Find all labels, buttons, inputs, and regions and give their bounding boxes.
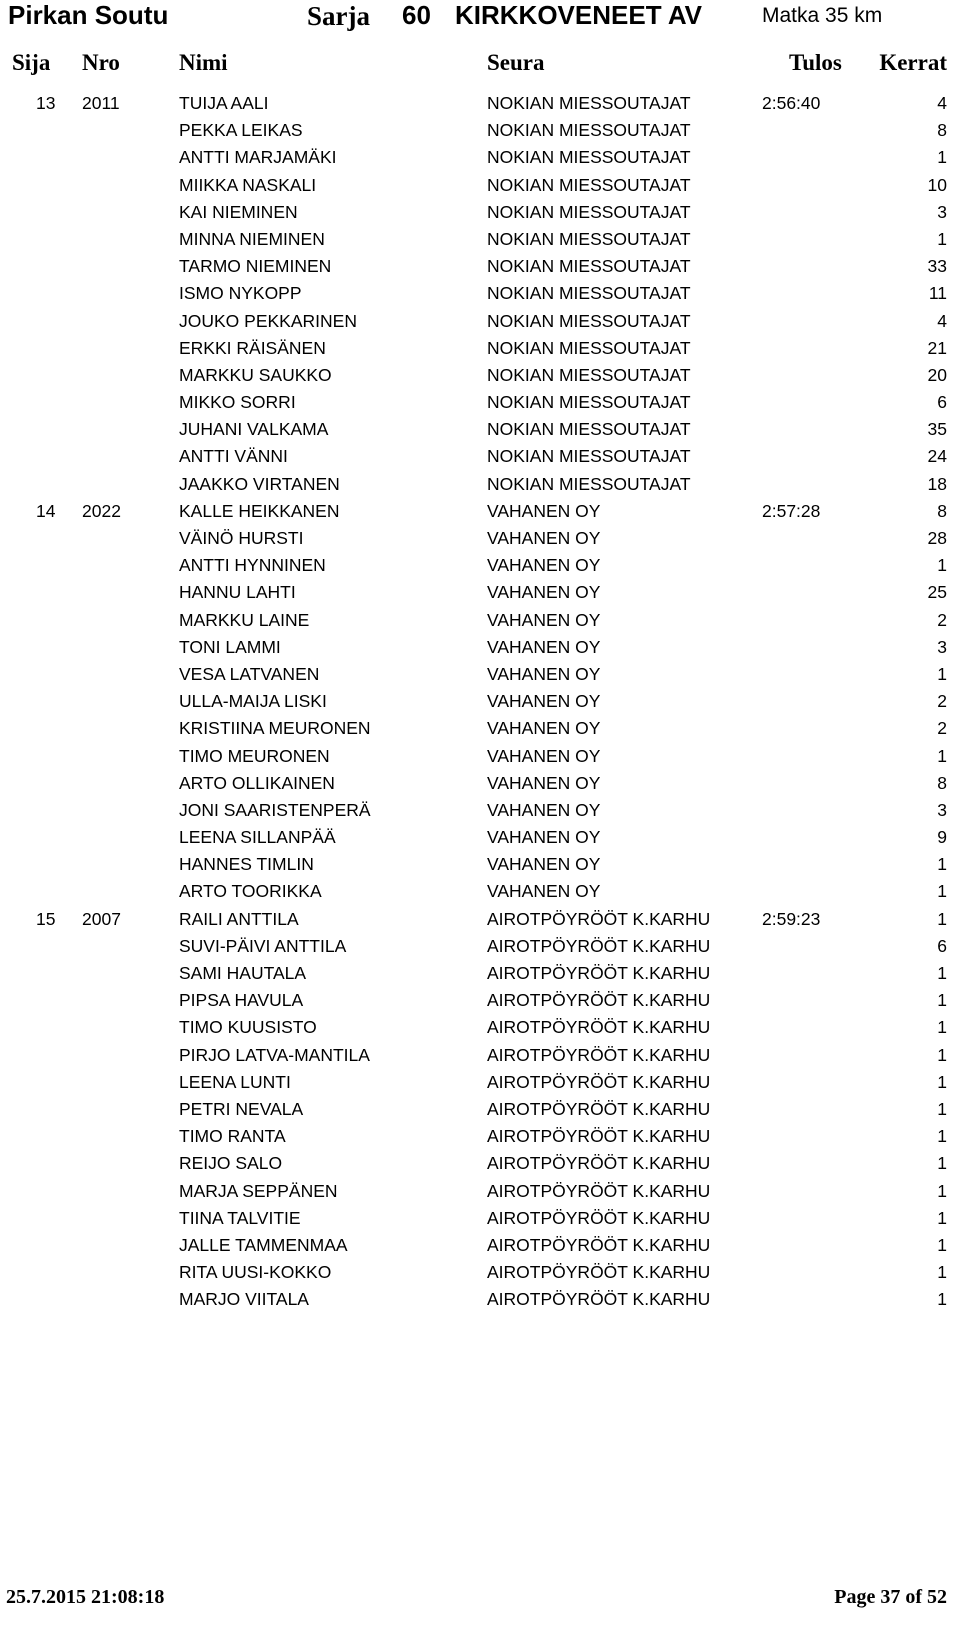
table-row bbox=[0, 960, 960, 987]
column-header-nimi: Nimi bbox=[179, 50, 228, 75]
cell-seura: VAHANEN OY bbox=[487, 772, 601, 793]
table-row bbox=[0, 933, 960, 960]
table-row bbox=[0, 280, 960, 307]
cell-kerrat: 1 bbox=[937, 1071, 947, 1092]
cell-kerrat: 1 bbox=[937, 854, 947, 875]
cell-kerrat: 1 bbox=[937, 147, 947, 168]
cell-kerrat: 1 bbox=[937, 1153, 947, 1174]
cell-seura: AIROTPÖYRÖÖT K.KARHU bbox=[487, 1017, 711, 1038]
cell-seura: AIROTPÖYRÖÖT K.KARHU bbox=[487, 908, 711, 929]
cell-nimi: TUIJA AALI bbox=[179, 93, 269, 113]
table-row bbox=[0, 443, 960, 470]
cell-nimi: TIMO RANTA bbox=[179, 1126, 286, 1147]
table-row bbox=[0, 1259, 960, 1286]
table-row bbox=[0, 1069, 960, 1096]
cell-kerrat: 1 bbox=[937, 990, 947, 1011]
cell-kerrat: 1 bbox=[937, 1098, 947, 1119]
cell-nimi: ERKKI RÄISÄNEN bbox=[179, 337, 326, 358]
cell-seura: VAHANEN OY bbox=[487, 500, 601, 521]
cell-kerrat: 20 bbox=[927, 364, 947, 385]
cell-seura: AIROTPÖYRÖÖT K.KARHU bbox=[487, 1126, 711, 1147]
cell-seura: AIROTPÖYRÖÖT K.KARHU bbox=[487, 935, 711, 956]
table-row bbox=[0, 1205, 960, 1232]
table-row bbox=[0, 471, 960, 498]
table-row bbox=[0, 416, 960, 443]
cell-seura: VAHANEN OY bbox=[487, 636, 601, 657]
cell-nimi: MARJA SEPPÄNEN bbox=[179, 1180, 338, 1201]
table-row bbox=[0, 144, 960, 171]
table-row bbox=[0, 1232, 960, 1259]
column-header-tulos: Tulos bbox=[789, 50, 842, 75]
cell-seura: VAHANEN OY bbox=[487, 691, 601, 712]
cell-kerrat: 10 bbox=[927, 174, 947, 195]
cell-nimi: JALLE TAMMENMAA bbox=[179, 1234, 348, 1255]
cell-seura: AIROTPÖYRÖÖT K.KARHU bbox=[487, 963, 711, 983]
table-row bbox=[0, 253, 960, 280]
cell-seura: VAHANEN OY bbox=[487, 555, 601, 576]
cell-nimi: KALLE HEIKKANEN bbox=[179, 500, 340, 521]
cell-nimi: SAMI HAUTALA bbox=[179, 963, 307, 983]
table-row bbox=[0, 552, 960, 579]
cell-kerrat: 4 bbox=[937, 310, 947, 331]
print-timestamp: 25.7.2015 21:08:18 bbox=[6, 1586, 165, 1608]
cell-kerrat: 3 bbox=[937, 201, 947, 222]
cell-nimi: KAI NIEMINEN bbox=[179, 201, 298, 222]
table-row bbox=[0, 1123, 960, 1150]
table-row bbox=[0, 987, 960, 1014]
cell-nimi: MARJO VIITALA bbox=[179, 1289, 309, 1310]
cell-seura: VAHANEN OY bbox=[487, 718, 601, 739]
cell-nimi: TARMO NIEMINEN bbox=[179, 256, 332, 277]
table-row bbox=[0, 226, 960, 253]
cell-nimi: REIJO SALO bbox=[179, 1153, 283, 1174]
cell-kerrat: 24 bbox=[927, 446, 947, 467]
table-row bbox=[0, 335, 960, 362]
cell-seura: VAHANEN OY bbox=[487, 799, 601, 820]
cell-kerrat: 8 bbox=[937, 120, 947, 141]
cell-kerrat: 1 bbox=[937, 1017, 947, 1038]
cell-nimi: VESA LATVANEN bbox=[179, 663, 320, 684]
cell-nimi: ANTTI MARJAMÄKI bbox=[179, 147, 337, 168]
cell-nimi: ISMO NYKOPP bbox=[179, 283, 302, 304]
cell-kerrat: 4 bbox=[937, 93, 947, 113]
cell-seura: VAHANEN OY bbox=[487, 609, 601, 630]
cell-kerrat: 6 bbox=[937, 935, 947, 956]
cell-kerrat: 1 bbox=[937, 881, 947, 902]
cell-nro: 2007 bbox=[82, 908, 121, 929]
cell-seura: VAHANEN OY bbox=[487, 582, 601, 603]
table-row bbox=[0, 607, 960, 634]
cell-nimi: MARKKU LAINE bbox=[179, 609, 310, 630]
cell-seura: AIROTPÖYRÖÖT K.KARHU bbox=[487, 1262, 711, 1283]
cell-kerrat: 21 bbox=[927, 337, 947, 358]
cell-seura: NOKIAN MIESSOUTAJAT bbox=[487, 174, 691, 195]
cell-kerrat: 1 bbox=[937, 963, 947, 983]
table-row bbox=[0, 90, 960, 117]
cell-kerrat: 1 bbox=[937, 1234, 947, 1255]
table-row bbox=[0, 743, 960, 770]
table-row bbox=[0, 1014, 960, 1041]
cell-kerrat: 2 bbox=[937, 691, 947, 712]
table-row bbox=[0, 579, 960, 606]
cell-seura: VAHANEN OY bbox=[487, 528, 601, 548]
cell-kerrat: 8 bbox=[937, 772, 947, 793]
column-header-seura: Seura bbox=[487, 50, 545, 75]
cell-kerrat: 3 bbox=[937, 799, 947, 820]
table-row bbox=[0, 1096, 960, 1123]
column-header-kerrat: Kerrat bbox=[879, 50, 947, 75]
table-row bbox=[0, 308, 960, 335]
cell-nimi: JONI SAARISTENPERÄ bbox=[179, 799, 371, 820]
cell-seura: NOKIAN MIESSOUTAJAT bbox=[487, 283, 691, 304]
cell-nimi: HANNU LAHTI bbox=[179, 582, 296, 603]
cell-nro: 2022 bbox=[82, 500, 121, 521]
cell-nimi: KRISTIINA MEURONEN bbox=[179, 718, 371, 739]
cell-kerrat: 1 bbox=[937, 1207, 947, 1228]
cell-nimi: ARTO TOORIKKA bbox=[179, 881, 322, 902]
cell-seura: VAHANEN OY bbox=[487, 854, 601, 875]
table-row bbox=[0, 824, 960, 851]
page-footer bbox=[0, 1586, 960, 1616]
table-row bbox=[0, 1286, 960, 1313]
cell-nimi: MIIKKA NASKALI bbox=[179, 174, 317, 195]
event-title: Pirkan Soutu bbox=[8, 0, 169, 30]
cell-nimi: ARTO OLLIKAINEN bbox=[179, 772, 335, 793]
cell-sija: 13 bbox=[36, 93, 56, 113]
column-header-nro: Nro bbox=[82, 50, 120, 75]
cell-nimi: HANNES TIMLIN bbox=[179, 854, 314, 875]
cell-seura: NOKIAN MIESSOUTAJAT bbox=[487, 256, 691, 277]
table-row bbox=[0, 117, 960, 144]
cell-seura: NOKIAN MIESSOUTAJAT bbox=[487, 93, 691, 113]
cell-kerrat: 18 bbox=[927, 473, 947, 494]
cell-nimi: MIKKO SORRI bbox=[179, 392, 296, 413]
cell-kerrat: 2 bbox=[937, 718, 947, 739]
table-row bbox=[0, 199, 960, 226]
cell-nimi: JOUKO PEKKARINEN bbox=[179, 310, 357, 331]
cell-kerrat: 1 bbox=[937, 908, 947, 929]
cell-nimi: JAAKKO VIRTANEN bbox=[179, 473, 340, 494]
cell-nimi: VÄINÖ HURSTI bbox=[179, 528, 304, 548]
table-row bbox=[0, 172, 960, 199]
cell-seura: VAHANEN OY bbox=[487, 663, 601, 684]
cell-nimi: TIINA TALVITIE bbox=[179, 1207, 301, 1228]
cell-seura: NOKIAN MIESSOUTAJAT bbox=[487, 228, 691, 249]
cell-nimi: TIMO MEURONEN bbox=[179, 745, 330, 766]
table-row bbox=[0, 906, 960, 933]
cell-kerrat: 1 bbox=[937, 745, 947, 766]
cell-seura: AIROTPÖYRÖÖT K.KARHU bbox=[487, 1071, 711, 1092]
cell-kerrat: 1 bbox=[937, 228, 947, 249]
cell-nimi: PIRJO LATVA-MANTILA bbox=[179, 1044, 370, 1065]
cell-seura: NOKIAN MIESSOUTAJAT bbox=[487, 364, 691, 385]
column-headers bbox=[0, 50, 960, 84]
cell-kerrat: 33 bbox=[927, 256, 947, 277]
distance-label: Matka 35 km bbox=[762, 4, 883, 27]
cell-kerrat: 1 bbox=[937, 663, 947, 684]
series-number: 60 bbox=[402, 0, 431, 30]
cell-kerrat: 8 bbox=[937, 500, 947, 521]
cell-nimi: PETRI NEVALA bbox=[179, 1098, 304, 1119]
cell-nimi: PEKKA LEIKAS bbox=[179, 120, 303, 141]
series-name: KIRKKOVENEET AV bbox=[455, 0, 703, 30]
table-row bbox=[0, 688, 960, 715]
table-row bbox=[0, 851, 960, 878]
cell-seura: NOKIAN MIESSOUTAJAT bbox=[487, 147, 691, 168]
cell-nimi: ULLA-MAIJA LISKI bbox=[179, 691, 327, 712]
cell-seura: AIROTPÖYRÖÖT K.KARHU bbox=[487, 1098, 711, 1119]
cell-kerrat: 1 bbox=[937, 1126, 947, 1147]
cell-nro: 2011 bbox=[82, 93, 120, 113]
cell-seura: NOKIAN MIESSOUTAJAT bbox=[487, 310, 691, 331]
cell-seura: NOKIAN MIESSOUTAJAT bbox=[487, 120, 691, 141]
results-table bbox=[0, 90, 960, 1313]
cell-nimi: RITA UUSI-KOKKO bbox=[179, 1262, 332, 1283]
cell-tulos: 2:57:28 bbox=[762, 500, 821, 521]
cell-seura: VAHANEN OY bbox=[487, 881, 601, 902]
table-row bbox=[0, 878, 960, 905]
cell-kerrat: 11 bbox=[928, 283, 947, 304]
cell-kerrat: 25 bbox=[927, 582, 947, 603]
table-row bbox=[0, 525, 960, 552]
cell-seura: AIROTPÖYRÖÖT K.KARHU bbox=[487, 1234, 711, 1255]
table-row bbox=[0, 634, 960, 661]
cell-tulos: 2:59:23 bbox=[762, 908, 821, 929]
cell-seura: NOKIAN MIESSOUTAJAT bbox=[487, 337, 691, 358]
cell-seura: NOKIAN MIESSOUTAJAT bbox=[487, 419, 691, 440]
cell-kerrat: 1 bbox=[937, 1180, 947, 1201]
table-row bbox=[0, 770, 960, 797]
page-number: Page 37 of 52 bbox=[834, 1586, 947, 1608]
table-row bbox=[0, 389, 960, 416]
cell-seura: AIROTPÖYRÖÖT K.KARHU bbox=[487, 1180, 711, 1201]
table-row bbox=[0, 715, 960, 742]
cell-nimi: PIPSA HAVULA bbox=[179, 990, 304, 1011]
cell-nimi: TONI LAMMI bbox=[179, 636, 281, 657]
cell-nimi: MARKKU SAUKKO bbox=[179, 364, 332, 385]
table-row bbox=[0, 1150, 960, 1177]
cell-nimi: RAILI ANTTILA bbox=[179, 908, 299, 929]
cell-seura: NOKIAN MIESSOUTAJAT bbox=[487, 446, 691, 467]
cell-sija: 15 bbox=[36, 908, 56, 929]
cell-seura: AIROTPÖYRÖÖT K.KARHU bbox=[487, 1289, 711, 1310]
table-row bbox=[0, 1042, 960, 1069]
cell-seura: AIROTPÖYRÖÖT K.KARHU bbox=[487, 1044, 711, 1065]
cell-kerrat: 1 bbox=[937, 1289, 947, 1310]
cell-seura: VAHANEN OY bbox=[487, 745, 601, 766]
cell-kerrat: 3 bbox=[937, 636, 947, 657]
column-header-sija: Sija bbox=[12, 50, 51, 75]
cell-nimi: TIMO KUUSISTO bbox=[179, 1017, 317, 1038]
series-label: Sarja bbox=[307, 1, 370, 31]
table-row bbox=[0, 1178, 960, 1205]
cell-nimi: LEENA LUNTI bbox=[179, 1071, 291, 1092]
cell-nimi: MINNA NIEMINEN bbox=[179, 228, 325, 249]
cell-seura: NOKIAN MIESSOUTAJAT bbox=[487, 473, 691, 494]
cell-seura: AIROTPÖYRÖÖT K.KARHU bbox=[487, 1153, 711, 1174]
cell-kerrat: 1 bbox=[937, 1262, 947, 1283]
table-row bbox=[0, 498, 960, 525]
cell-seura: NOKIAN MIESSOUTAJAT bbox=[487, 201, 691, 222]
cell-seura: AIROTPÖYRÖÖT K.KARHU bbox=[487, 1207, 711, 1228]
cell-seura: AIROTPÖYRÖÖT K.KARHU bbox=[487, 990, 711, 1011]
cell-kerrat: 35 bbox=[927, 419, 947, 440]
cell-nimi: ANTTI VÄNNI bbox=[179, 446, 288, 467]
cell-seura: NOKIAN MIESSOUTAJAT bbox=[487, 392, 691, 413]
cell-nimi: ANTTI HYNNINEN bbox=[179, 555, 326, 576]
cell-nimi: JUHANI VALKAMA bbox=[179, 419, 329, 440]
cell-seura: VAHANEN OY bbox=[487, 827, 601, 848]
cell-kerrat: 28 bbox=[927, 528, 947, 548]
cell-kerrat: 1 bbox=[937, 1044, 947, 1065]
cell-sija: 14 bbox=[36, 500, 56, 521]
table-row bbox=[0, 797, 960, 824]
page-header bbox=[0, 0, 960, 40]
cell-nimi: SUVI-PÄIVI ANTTILA bbox=[179, 935, 347, 956]
cell-kerrat: 6 bbox=[937, 392, 947, 413]
table-row bbox=[0, 362, 960, 389]
cell-kerrat: 9 bbox=[937, 827, 947, 848]
table-row bbox=[0, 661, 960, 688]
cell-kerrat: 2 bbox=[937, 609, 947, 630]
cell-nimi: LEENA SILLANPÄÄ bbox=[179, 827, 336, 848]
cell-tulos: 2:56:40 bbox=[762, 93, 821, 113]
cell-kerrat: 1 bbox=[937, 555, 947, 576]
